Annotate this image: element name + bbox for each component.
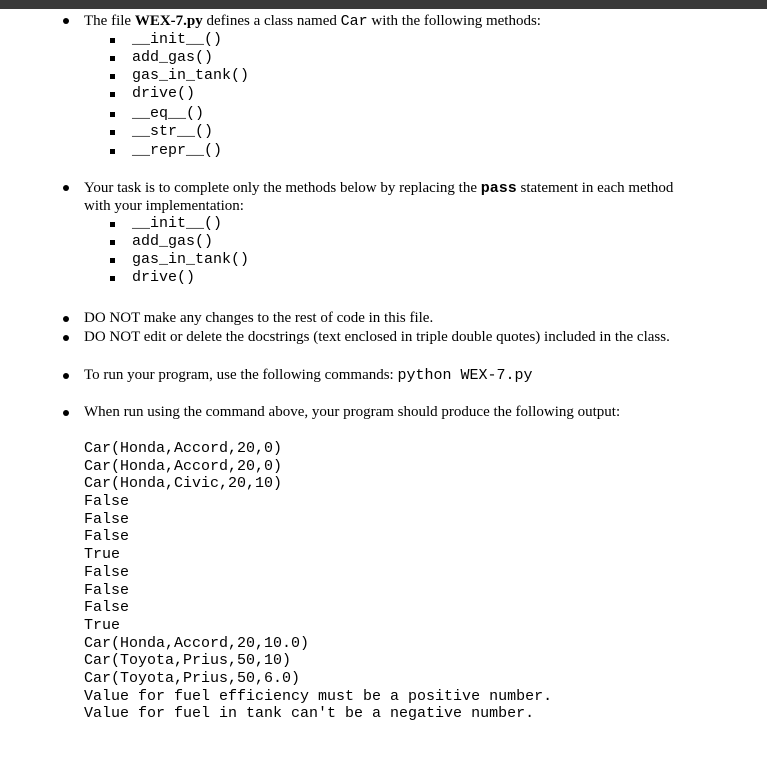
bullet-dot	[63, 373, 69, 379]
bullet-dot	[63, 410, 69, 416]
expected-output	[84, 440, 552, 723]
square-bullet	[110, 112, 115, 117]
task-line-2: with your implementation:	[84, 198, 244, 214]
method-item: drive()	[132, 85, 196, 102]
method-item: __repr__()	[132, 142, 223, 159]
filename: WEX-7.py	[134, 13, 203, 29]
output-line: True	[84, 616, 121, 634]
square-bullet	[110, 258, 115, 263]
class-name: Car	[340, 13, 368, 30]
square-bullet	[110, 222, 115, 227]
task-method-item: gas_in_tank()	[132, 251, 250, 268]
intro-line	[84, 12, 541, 31]
no-changes-line: DO NOT make any changes to the rest of code in this file.	[84, 310, 434, 326]
top-bar	[0, 0, 767, 9]
bullet-dot	[63, 316, 69, 322]
no-edit-line: DO NOT edit or delete the docstrings (text enclosed in triple double quotes) included in the class.	[84, 329, 670, 345]
output-line: Car(Honda,Civic,20,10)	[84, 475, 283, 493]
output-line: False	[84, 493, 130, 511]
output-line: Value for fuel in tank can't be a negative number.	[84, 705, 535, 723]
output-line: Car(Honda,Accord,20,0)	[84, 440, 283, 457]
method-item: __eq__()	[132, 105, 205, 122]
output-line: Car(Toyota,Prius,50,6.0)	[84, 669, 301, 687]
square-bullet	[110, 92, 115, 97]
task-method-item: add_gas()	[132, 233, 214, 250]
output-line: Car(Honda,Accord,20,0)	[84, 457, 283, 475]
bullet-dot	[63, 185, 69, 191]
method-item: gas_in_tank()	[132, 67, 250, 84]
bullet-dot	[63, 335, 69, 341]
square-bullet	[110, 276, 115, 281]
output-line: Car(Toyota,Prius,50,10)	[84, 652, 292, 670]
output-line: False	[84, 510, 130, 528]
intro-middle: defines a class named	[202, 13, 341, 29]
method-item: __init__()	[132, 31, 223, 48]
task-prefix: Your task is to complete only the methods below by replacing the	[84, 180, 481, 196]
method-item: add_gas()	[132, 49, 214, 66]
pass-keyword: pass	[480, 180, 517, 197]
square-bullet	[110, 130, 115, 135]
square-bullet	[110, 74, 115, 79]
output-intro-line: When run using the command above, your program should produce the following output:	[84, 404, 621, 420]
task-method-item: __init__()	[132, 215, 223, 232]
output-line: False	[84, 528, 130, 546]
task-suffix: statement in each method	[516, 180, 674, 196]
square-bullet	[110, 240, 115, 245]
output-line: Car(Honda,Accord,20,10.0)	[84, 634, 310, 652]
square-bullet	[110, 38, 115, 43]
output-line: False	[84, 599, 130, 617]
intro-prefix: The file	[84, 13, 135, 29]
intro-suffix: with the following methods:	[367, 13, 541, 29]
square-bullet	[110, 56, 115, 61]
run-command: python WEX-7.py	[397, 367, 533, 384]
output-line: False	[84, 581, 130, 599]
task-method-item: drive()	[132, 269, 196, 286]
task-line-1	[84, 179, 673, 198]
output-line: False	[84, 563, 130, 581]
output-line: True	[84, 546, 121, 564]
run-line	[84, 366, 533, 385]
method-item: __str__()	[132, 123, 214, 140]
output-line: Value for fuel efficiency must be a positive number.	[84, 687, 553, 705]
run-prefix: To run your program, use the following commands:	[84, 367, 398, 383]
bullet-dot	[63, 18, 69, 24]
square-bullet	[110, 149, 115, 154]
